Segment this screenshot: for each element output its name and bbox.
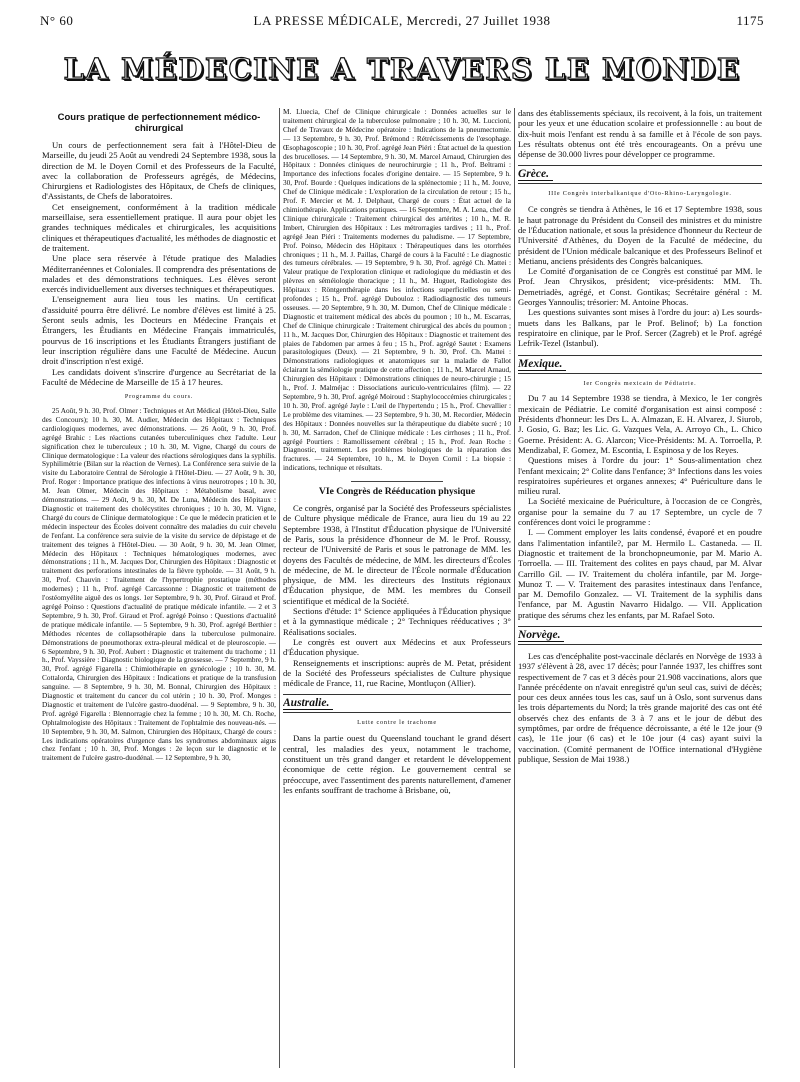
section-banner [40, 52, 764, 96]
subheading-trachome: Lutte contre le trachome [357, 719, 437, 727]
paragraph: Les questions suivantes sont mises à l'ordre du jour: a) Les sourds-muets dans les Balkans, par le Prof. Belinof; b) La fonction respiratoire en clinique, par le Prof. Sercer (Zagreb) et le Prof. agrégé Lefrik-Tezel (Istanbul). [518, 307, 762, 349]
column-rule-1 [279, 108, 280, 1068]
country-heading-grece: Grèce. [518, 165, 762, 184]
country-heading-mexique: Mexique. [518, 355, 762, 374]
programme-continued: M. Lluecia, Chef de Clinique chirurgicale : Données actuelles sur le traitement chirurgical de la tuberculose pulmonaire ; 10 h. 30, M. Luccioni, Chef de Travaux de Médecine opératoire : Indications de la pneumectomie. — 13 Septembre, 9 h. 30, Prof. Brémond : Rétrécissements de l'œsophage. Œsophagoscopie ; 10 h. 30, Prof. agrégé Jean Piéri : État actuel de la question des brucelloses. — 14 Septembre, 9 h. 30, M. Marcel Arnaud, Chirurgien des Hôpitaux : Données cliniques de neurochirurgie ; 11 h., Prof. Beltrami : Importance des infections focales d'origine dentaire. — 15 Septembre, 9 h. 30, Prof. Bourde : Quelques indications de la splénectomie ; 11 h., M. Jouve, Chef de Clinique médicale : L'exploration de la circulation de retour ; 15 h., Prof. F. Mercier et M. J. Delphaut, Chargé de cours : État actuel de la chimiothérapie. Applications pratiques. — 16 Septembre, M. A. Lena, chef de Clinique chirurgicale : Traitement chirurgical des artérites ; 10 h., M. R. Imbert, Chirurgien des Hôpitaux : Les métrorragies tardives ; 11 h., Prof. agrégé Jean Piéri : Traitements modernes du paludisme. — 17 Septembre, Prof. Poinso, Médecin des Hôpitaux : Thérapeutiques dans les otorrhées chroniques ; 11 h., M. J. Paillas, Chargé de cours à la Faculté : Le diagnostic des tumeurs cérébrales. — 19 Septembre, 9 h. 30, Prof. agrégé Ch. Mattei : Valeur pratique de l'exploration clinique et radiologique du médiastin et des plèvres en séméiologie thoracique ; 11 h., M. Huguet, Radiologiste des Hôpitaux : Röntgenthérapie dans les infections superficielles ou semi-profondes ; 15 h., Prof. agrégé Dubouloz : Radiodiagnostic des tumeurs osseuses. — 20 Septembre, 9 h. 30, M. Dumon, Chef de Clinique médicale : Diagnostic et traitement médical des abcès du poumon ; 10 h., M. Escarras, Chef de Clinique chirurgicale : Traitement chirurgical des abcès du poumon ; 11 h., M. Jacques Dor, Chirurgien des Hôpitaux : Diagnostic et traitement des plaies de l'abdomen par armes à feu ; 15 h., Prof. agrégé Sautet : Examens parasitologiques (Deux). — 21 Septembre, 9 h. 30, Prof. Ch. Mattei : Démonstrations radiologiques et anatomiques sur la maladie de Fallot éclairant la séméiologie pratique de cette affection ; 11 h., M. Marcel Arnaud, Chirurgien des Hôpitaux : Démonstrations cliniques de neuro-chirurgie ; 15 h., Prof. J. Malméjac : Dissociations auriculo-ventriculaires (film). — 22 Septembre, 9 h. 30, Prof. agrégé Moiroud : Staphylococcémies chirurgicales ; 10 h. 30, Prof. agrégé Jayle : L'œil de l'hypertendu ; 15 h., Prof. Chevallier : Le problème des vitamines. — 23 Septembre, 9 h. 30, M. Recordier, Médecin des Hôpitaux : Données nouvelles sur la thérapeutique du diabète sucré ; 10 h. 30, M. Sarradon, Chef de Clinique médicale : Les cirrhoses ; 11 h., Prof. agrégé Pourtiers : Ramollissement cérébral ; 15 h., Prof. Jean Roche : Diagnostic, traitement. Les problèmes biologiques de la réparation des fractures. — 24 Septembre, 10 h., M. le Doyen Cornil : La biopsie : indications, technique et résultats. [283, 108, 511, 473]
paragraph: Ce congrès se tiendra à Athènes, le 16 et 17 Septembre 1938, sous le haut patronage du Président du Conseil des ministres et du ministre de l'Éducation nationale, et sous la présidence d'honneur du Recteur de l'Université d'Athènes, du Doyen de la Faculté de médecine, du président de l'Union médicale balcanique et des Professeurs Belinof et Metianu, anciens présidents des Congrès balcaniques. [518, 204, 762, 266]
programme-text: 25 Août, 9 h. 30, Prof. Olmer : Techniques et Art Médical (Hôtel-Dieu, Salle des Concours); 10 h. 30, M. Audier, Médecin des Hôpitaux : Techniques cardiologiques modernes, avec démonstrations. — 26 Août, 9 h. 30, Prof. agrégé Brahic : Les réactions cutanées tuberculiniques chez l'adulte. Leur signification chez le tuberculeux ; 10 h. 30, M. Vigne, Chargé du cours de Clinique dermatologique : La valeur des réactions sérologiques dans la syphilis. Syphilimétrie (Bilan sur la réaction de Vernes). La Conférence sera suivie de la visite du Laboratoire Central de Sérologie à l'Hôtel-Dieu. — 27 Août, 9 h. 30, Prof. Roger : Importance pratique des infections à virus neurotropes ; 10 h. 30, M. Jean Olmer, Médecin des Hôpitaux : Métabolisme basal, avec démonstrations. — 29 Août, 9 h. 30, M. De Luna, Médecin des Hôpitaux : Diagnostic et traitement des cholécystites chroniques ; 10 h. 30, M. Vigne, Chargé du cours de Clinique dermatologique : Ce que le médecin praticien et le médecin inspecteur des Écoles doivent connaître des maladies du cuir chevelu de l'enfant. La conférence sera suivie de la visite du service de dépistage et de traitement des teignes à l'Hôtel-Dieu. — 30 Août, 9 h. 30, M. Jean Olmer, Médecin des Hôpitaux : Techniques hématologiques modernes, avec démonstrations ; 11 h., M. Jacques Dor, Chirurgien des Hôpitaux : Diagnostic et traitement des perforations intestinales de la fièvre typhoïde. — 31 Août, 9 h. 30, Prof. Chauvin : Traitement de l'hypertrophie prostatique (méthodes modernes) ; 11 h., Prof. agrégé Carcassonne : Diagnostic et traitement de l'ostéomyélite aiguë des os longs. 1er Septembre, 9 h. 30, Prof. Giraud et Prof. agrégé Poinso : Questions d'actualité de pratique médicale infantile. — 2 et 3 Septembre, 9 h. 30, Prof. Giraud et Prof. agrégé Poinso : Questions d'actualité de pratique médicale infantile. — 5 Septembre, 9 h. 30, Prof. agrégé Berthier : Méthodes récentes de collapsothérapie dans la tuberculose pulmonaire. Démonstrations de pneumothorax extra-pleural médical et de pleuroscopie. — 6 Septembre, 9 h. 30, Prof. Aubert : Diagnostic et traitement du trachome ; 11 h., Prof. Vayssière : Diagnostic biologique de la grossesse. — 7 Septembre, 9 h. 30, Prof. agrégé Figarella : Chimiothérapie en gynécologie ; 10 h. 30, M. Cottalorda, Chirurgien des Hôpitaux : Indications et pratique de la transfusion sanguine. — 8 Septembre, 9 h. 30, M. Bonnal, Chirurgien des Hôpitaux : Diagnostic et traitement du cancer du col utérin ; 10 h. 30, Prof. Monges : Diagnostic et traitement de l'ulcère gastro-duodénal. — 9 Septembre, 9 h. 30, Prof. agrégé Figarella : Blennorragie chez la femme ; 10 h. 30, M. Ch. Roche, Ophtalmologiste des Hôpitaux : Traitement de l'ophtalmie des nouveau-nés. — 10 Septembre, 9 h. 30, M. Salmon, Chirurgien des Hôpitaux, Chargé de cours : Les indications opératoires d'urgence dans les syndromes abdominaux aigus chez l'enfant ; 10 h. 30, Prof. Monges : 2e leçon sur le diagnostic et le traitement de l'ulcère gastro-duodénal. — 12 Septembre, 9 h. 30, [42, 406, 276, 763]
paragraph: Un cours de perfectionnement sera fait à l'Hôtel-Dieu de Marseille, du jeudi 25 Août au vendredi 24 Septembre 1938, sous la direction de M. le Doyen Cornil et des Professeurs de la Faculté, avec la collaboration de Professeurs agrégés, de Médecins, Chirurgiens et Radiologistes des Hôpitaux, de Chefs de cliniques, d'Assistants, de Chefs de laboratoires. [42, 140, 276, 202]
column-1 [42, 108, 276, 1076]
column-rule-2 [514, 108, 515, 1068]
paragraph: Les cas d'encéphalite post-vaccinale déclarés en Norvège de 1933 à 1937 s'élèvent à 28, avec 17 décès; pour l'année 1937, les chiffres sont respectivement de 7 cas et 3 décès pour 21.908 vaccinations, alors que l'année précédente on n'avait enregistré qu'un seul cas, suivi de décès; pour ces deux années tous les cas, sauf un à Oslo, sont survenus dans les trois départements du Nord; la très grande majorité des cas ont été observés chez des enfants de 3 à 7 ans et le jour de début des symptômes, par ordre de fréquence décroissante, a été le 12e jour (9 cas), le 11e jour (6 cas) et le 10e jour (4 cas) ayant suivi la vaccination. (Comité permanent de l'Office international d'Hygiène publique, Session de Mai 1938.) [518, 650, 762, 764]
subheading-congres-pediatrie: Ier Congrès mexicain de Pédiatrie. [583, 379, 697, 387]
paragraph: I. — Comment employer les laits condensé, évaporé et en poudre dans l'alimentation infantile?, par M. Hermilo L. Castaneda. — II. Diagnostic et traitement de la bronchopneumonie, par M. Mario A. Torroella. — III. Traitement des colites en pays chaud, par M. Alvar Carrillo Gil. — IV. Traitement du choléra infantile, par M. Jorge-Munoz T. — V. Traitement des parasites intestinaux dans l'enfance, par M. Demofilo Gonzalez. — VI. Traitement de la syphilis dans l'enfance, par M. Agustin Navarro Hidalgo. — VII. Application pratique des sérums chez les enfants, par M. Rafael Soto. [518, 527, 762, 620]
paragraph-continued: dans des établissements spéciaux, ils recoivent, à la fois, un traitement pour les yeux et une éducation scolaire et professionnelle : au bout de dix-huit mois l'enfant est rendu à sa famille et à l'école de son pays. Les résultats obtenus ont été très encourageants. On a prévu une dépense de 30.000 livres pour développer ce programme. [518, 108, 762, 160]
article-title-cours: Cours pratique de perfectionnement médico-chirurgical [57, 112, 261, 134]
paragraph: Sections d'étude: 1° Science appliquées à l'Éducation physique et à la gymnastique médicale ; 2° Techniques rééducatives ; 3° Réalisations sociales. [283, 606, 511, 637]
paragraph: Le congrès est ouvert aux Médecins et aux Professeurs d'Éducation physique. [283, 636, 511, 658]
paragraph: L'enseignement aura lieu tous les matins. Un certificat d'assiduité pourra être délivré. Le nombre d'élèves est limité à 25. Seront seuls admis, les Docteurs en Médecine Français et Étrangers, les Étudiants en Médecine Français immatriculés, pourvus de 16 inscriptions et les Étudiants Étrangers justifiant de leur inscription régulière dans une Faculté de Médecine. Aucun droit d'inscription n'est exigé. [42, 294, 276, 367]
column-2 [283, 108, 511, 1076]
country-heading-norvege: Norvège. [518, 626, 762, 645]
column-3 [518, 108, 762, 1076]
journal-title-date: LA PRESSE MÉDICALE, Mercredi, 27 Juillet 1938 [253, 13, 551, 28]
article-title-reeducation: VIe Congrès de Rééducation physique [318, 486, 476, 498]
banner-title: LA MÉDECINE A TRAVERS LE MONDE [63, 52, 741, 86]
paragraph: Le Comité d'organisation de ce Congrès est constitué par MM. le Prof. Jean Chrysikos, président; vice-présidents: MM. Th. Demetriadès, agrégé, et Const. Gontikas; Secrétaire général : M. Georges Yannoulis; trésorier: M. Antoine Phocas. [518, 266, 762, 308]
separator-rule [351, 481, 442, 482]
country-heading-australie: Australie. [283, 694, 511, 713]
page-number: 1175 [736, 13, 764, 28]
issue-number: N° 60 [40, 13, 74, 28]
subheading-congres-orl: IIIe Congrès interbalkanique d'Oto-Rhino-Laryngologie. [548, 190, 732, 198]
paragraph: La Société mexicaine de Puériculture, à l'occasion de ce Congrès, organise pour la semaine du 7 au 17 Septembre, un cycle de 7 conférences dont voici le programme : [518, 496, 762, 528]
paragraph: Ce congrès, organisé par la Société des Professeurs spécialistes de Culture physique médicale de France, aura lieu du 19 au 22 Septembre 1938, à l'Institut d'Éducation physique de l'Université de Paris, sous la présidence d'honneur de M. le Prof. Roussy, recteur de l'Université de Paris et sous le patronage de MM. les doyens des Facultés de médecine, de MM. les directeurs d'Écoles de médecine, de M. le directeur de l'École normale d'Éducation physique, de MM. les directeurs des Instituts régionaux d'Éducation physique, de MM. les membres du Conseil scientifique et médical de la Société. [283, 503, 511, 606]
paragraph: Renseignements et inscriptions: auprès de M. Petat, président de la Société des Professeurs spécialistes de Culture physique médicale de France, 11, rue Racine, Montluçon (Allier). [283, 657, 511, 689]
programme-heading: Programme du cours. [124, 393, 194, 401]
paragraph: Du 7 au 14 Septembre 1938 se tiendra, à Mexico, le 1er congrès mexicain de Pédiatrie. Le comité d'organisation est ainsi composé : Présidents d'honneur: les Drs L. A. Almazan, E. H. Alvarez, J. Siurob, J. Gosio, G. Baz; les Lic. G. Vazques Vela, A. Arroyo Ch., L. Chico Goerne. Président: A. G. Alarcon; Vice-Présidents: M. A. Torroella, P. Mendizabal, F. Gomez, M. Escontia, I. Espinosa y de los Reyes. [518, 393, 762, 455]
paragraph: Une place sera réservée à l'étude pratique des Maladies Méditerranéennes et Coloniales. Il comprendra des présentations de malades et des démonstrations techniques. Les élèves seront exercés individuellement aux diverses techniques et thérapeutiques. [42, 253, 276, 295]
paragraph: Dans la partie ouest du Queensland touchant le grand désert central, les maladies des yeux, notamment le trachome, constituent un très grand danger et retardent le développement économique de cette région. Le gouvernement central se préoccupe, avec l'assentiment des parents naturellement, d'amener les enfants souffrant de trachome à Brisbane, où, [283, 733, 511, 795]
paragraph: Les candidats doivent s'inscrire d'urgence au Secrétariat de la Faculté de Médecine de Marseille de 15 à 17 heures. [42, 366, 276, 387]
paragraph: Questions mises à l'ordre du jour: 1° Sous-alimentation chez l'enfant mexicain; 2° Colite dans l'enfance; 3° Infections dans les voies respiratoires supérieures et organes annexes; 4° Puériculture dans le milieu rural. [518, 455, 762, 497]
paragraph: Cet enseignement, conformément à la tradition médicale marseillaise, sera essentiellement pratique. Il aura pour objet les grandes techniques médicales et chirurgicales, les acquisitions cliniques et thérapeutiques d'actualité, les méthodes de diagnostic et de traitement. [42, 201, 276, 253]
running-header [40, 13, 764, 35]
